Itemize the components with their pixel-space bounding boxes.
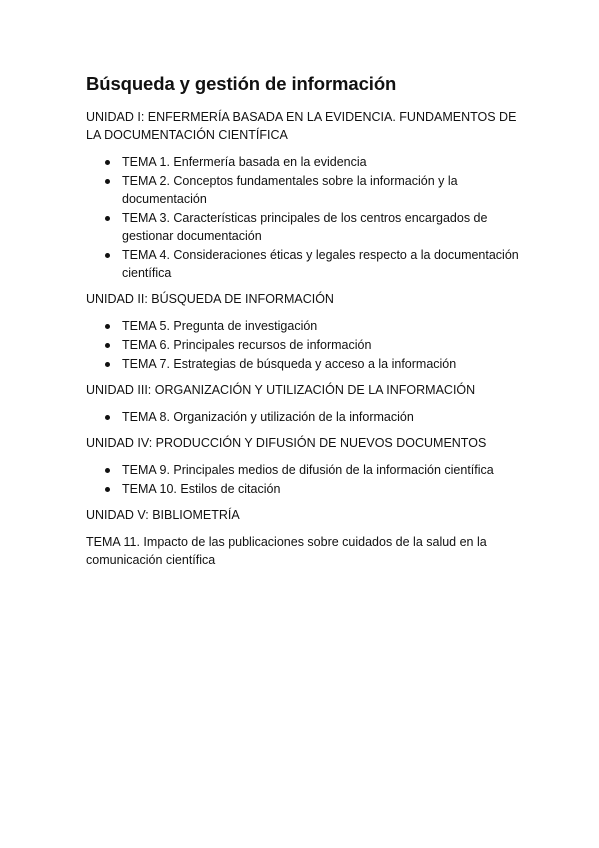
list-item [86, 480, 526, 498]
bullet-icon [105, 415, 110, 420]
list-item [86, 153, 526, 171]
bullet-icon [105, 179, 110, 184]
list-item [86, 336, 526, 354]
topic-label: TEMA 1. Enfermería basada en la evidencia [122, 155, 367, 169]
topic-label: TEMA 3. Características principales de los centros encargados de gestionar documentación [122, 211, 488, 243]
bullet-icon [105, 253, 110, 258]
bullet-icon [105, 216, 110, 221]
topic-label: TEMA 10. Estilos de citación [122, 482, 281, 496]
bullet-icon [105, 487, 110, 492]
document-title: Búsqueda y gestión de información [86, 73, 397, 94]
topic-label: TEMA 9. Principales medios de difusión de la información científica [122, 463, 494, 477]
bullet-icon [105, 343, 110, 348]
bullet-icon [105, 160, 110, 165]
bullet-icon [105, 324, 110, 329]
topic-list-unit-1 [86, 153, 526, 282]
topic-list-unit-4 [86, 461, 526, 498]
topic-paragraph: TEMA 11. Impacto de las publicaciones sobre cuidados de la salud en la comunicación científica [86, 535, 487, 567]
topic-label: TEMA 8. Organización y utilización de la información [122, 410, 414, 424]
topic-label: TEMA 4. Consideraciones éticas y legales respecto a la documentación científica [122, 248, 519, 280]
list-item [86, 209, 526, 245]
list-item [86, 246, 526, 282]
topic-label: TEMA 5. Pregunta de investigación [122, 319, 318, 333]
bullet-icon [105, 468, 110, 473]
unit-heading-4: UNIDAD IV: PRODUCCIÓN Y DIFUSIÓN DE NUEVOS DOCUMENTOS [86, 436, 487, 450]
document-page [86, 72, 526, 569]
topic-list-unit-2 [86, 317, 526, 373]
list-item [86, 317, 526, 335]
unit-heading-3: UNIDAD III: ORGANIZACIÓN Y UTILIZACIÓN DE LA INFORMACIÓN [86, 383, 476, 397]
list-item [86, 408, 526, 426]
unit-heading-1: UNIDAD I: ENFERMERÍA BASADA EN LA EVIDENCIA. FUNDAMENTOS DE LA DOCUMENTACIÓN CIENTÍFICA [86, 110, 517, 142]
list-item [86, 461, 526, 479]
list-item [86, 172, 526, 208]
unit-heading-2: UNIDAD II: BÚSQUEDA DE INFORMACIÓN [86, 292, 334, 306]
topic-label: TEMA 6. Principales recursos de información [122, 338, 372, 352]
topic-list-unit-3 [86, 408, 526, 426]
unit-heading-5: UNIDAD V: BIBLIOMETRÍA [86, 508, 240, 522]
list-item [86, 355, 526, 373]
topic-label: TEMA 2. Conceptos fundamentales sobre la información y la documentación [122, 174, 458, 206]
bullet-icon [105, 362, 110, 367]
topic-label: TEMA 7. Estrategias de búsqueda y acceso a la información [122, 357, 457, 371]
